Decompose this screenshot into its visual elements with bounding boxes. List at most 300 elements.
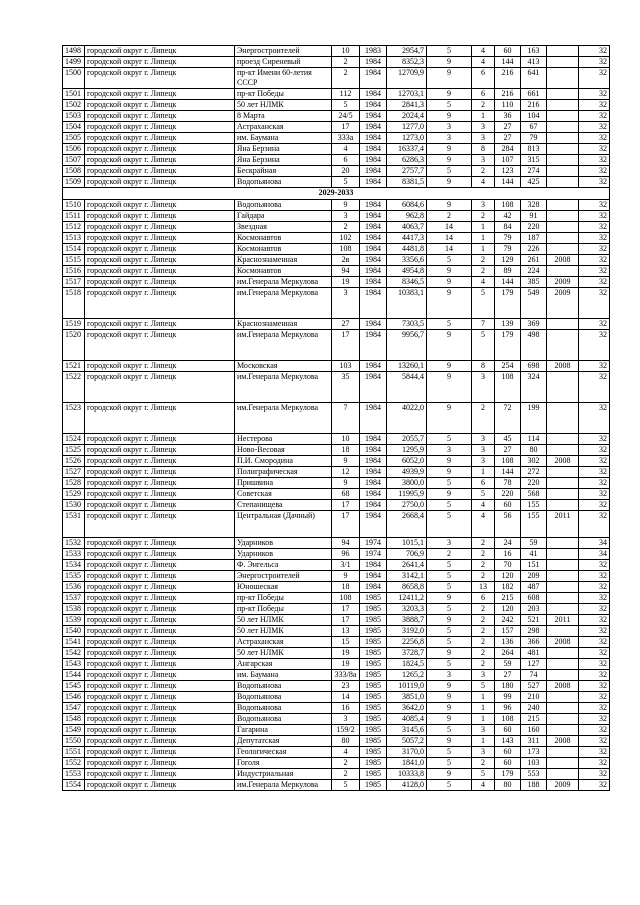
entrances-cell: 2 <box>472 255 495 266</box>
apartments-cell: 264 <box>495 648 521 659</box>
residents-cell: 261 <box>521 255 547 266</box>
apartments-cell: 216 <box>495 89 521 100</box>
service-life-cell: 32 <box>579 769 610 780</box>
row-number-cell: 1510 <box>63 200 85 211</box>
area-cell: 10119,0 <box>387 681 427 692</box>
area-cell: 1824,5 <box>387 659 427 670</box>
repair-year-cell <box>547 434 579 445</box>
table-row <box>63 703 610 714</box>
table-row <box>63 467 610 478</box>
residents-cell: 151 <box>521 560 547 571</box>
year-built-cell: 1984 <box>360 288 387 319</box>
repair-year-cell <box>547 319 579 330</box>
service-life-cell: 32 <box>579 222 610 233</box>
table-row <box>63 155 610 166</box>
street-cell: им. Баумана <box>235 133 332 144</box>
apartments-cell: 16 <box>495 549 521 560</box>
floors-cell: 5 <box>427 571 472 582</box>
floors-cell: 9 <box>427 489 472 500</box>
row-number-cell: 1551 <box>63 747 85 758</box>
entrances-cell: 2 <box>472 266 495 277</box>
apartments-cell: 89 <box>495 266 521 277</box>
year-built-cell: 1984 <box>360 133 387 144</box>
street-cell: Яна Берзина <box>235 144 332 155</box>
residents-cell: 91 <box>521 211 547 222</box>
municipality-cell: городской округ г. Липецк <box>85 211 235 222</box>
entrances-cell: 3 <box>472 133 495 144</box>
repair-year-cell <box>547 571 579 582</box>
service-life-cell: 34 <box>579 549 610 560</box>
apartments-cell: 242 <box>495 615 521 626</box>
table-row <box>63 144 610 155</box>
street-cell: Водопьянова <box>235 692 332 703</box>
residents-cell: 226 <box>521 244 547 255</box>
repair-year-cell: 2009 <box>547 277 579 288</box>
table-row <box>63 46 610 57</box>
house-number-cell: 35 <box>332 372 360 403</box>
row-number-cell: 1550 <box>63 736 85 747</box>
street-cell: Нестерова <box>235 434 332 445</box>
repair-year-cell <box>547 111 579 122</box>
row-number-cell: 1549 <box>63 725 85 736</box>
municipality-cell: городской округ г. Липецк <box>85 549 235 560</box>
residents-cell: 216 <box>521 100 547 111</box>
street-cell: Астраханская <box>235 122 332 133</box>
service-life-cell: 32 <box>579 434 610 445</box>
table-row <box>63 747 610 758</box>
area-cell: 2841,3 <box>387 100 427 111</box>
entrances-cell: 2 <box>472 648 495 659</box>
repair-year-cell <box>547 177 579 188</box>
residents-cell: 163 <box>521 46 547 57</box>
apartments-cell: 45 <box>495 434 521 445</box>
year-built-cell: 1984 <box>360 211 387 222</box>
floors-cell: 2 <box>427 211 472 222</box>
service-life-cell: 32 <box>579 445 610 456</box>
apartments-cell: 59 <box>495 659 521 670</box>
municipality-cell: городской округ г. Липецк <box>85 538 235 549</box>
entrances-cell: 7 <box>472 319 495 330</box>
floors-cell: 9 <box>427 111 472 122</box>
house-number-cell: 96 <box>332 549 360 560</box>
table-row <box>63 319 610 330</box>
table-row <box>63 615 610 626</box>
service-life-cell: 32 <box>579 144 610 155</box>
floors-cell: 9 <box>427 68 472 89</box>
house-number-cell: 6 <box>332 155 360 166</box>
street-cell: Гоголя <box>235 758 332 769</box>
row-number-cell: 1548 <box>63 714 85 725</box>
service-life-cell: 32 <box>579 100 610 111</box>
year-built-cell: 1983 <box>360 46 387 57</box>
area-cell: 16337,4 <box>387 144 427 155</box>
service-life-cell: 32 <box>579 780 610 791</box>
row-number-cell: 1517 <box>63 277 85 288</box>
year-built-cell: 1985 <box>360 692 387 703</box>
table-row <box>63 277 610 288</box>
floors-cell: 5 <box>427 725 472 736</box>
apartments-cell: 144 <box>495 177 521 188</box>
house-number-cell: 5 <box>332 780 360 791</box>
row-number-cell: 1541 <box>63 637 85 648</box>
table-row <box>63 725 610 736</box>
entrances-cell: 5 <box>472 681 495 692</box>
municipality-cell: городской округ г. Липецк <box>85 222 235 233</box>
row-number-cell: 1522 <box>63 372 85 403</box>
repair-year-cell <box>547 244 579 255</box>
table-row <box>63 330 610 361</box>
year-built-cell: 1985 <box>360 780 387 791</box>
street-cell: Пришвина <box>235 478 332 489</box>
municipality-cell: городской округ г. Липецк <box>85 403 235 434</box>
repair-year-cell <box>547 725 579 736</box>
apartments-cell: 108 <box>495 372 521 403</box>
street-cell: Гагарина <box>235 725 332 736</box>
floors-cell: 3 <box>427 122 472 133</box>
housing-table <box>62 45 610 791</box>
house-number-cell: 20 <box>332 166 360 177</box>
area-cell: 2256,8 <box>387 637 427 648</box>
street-cell: Космонавтов <box>235 233 332 244</box>
area-cell: 10383,1 <box>387 288 427 319</box>
street-cell: Краснознаменная <box>235 255 332 266</box>
table-row <box>63 626 610 637</box>
entrances-cell: 2 <box>472 560 495 571</box>
floors-cell: 9 <box>427 177 472 188</box>
house-number-cell: 17 <box>332 330 360 361</box>
entrances-cell: 8 <box>472 361 495 372</box>
service-life-cell: 32 <box>579 233 610 244</box>
entrances-cell: 2 <box>472 571 495 582</box>
house-number-cell: 159/2 <box>332 725 360 736</box>
area-cell: 4022,0 <box>387 403 427 434</box>
row-number-cell: 1537 <box>63 593 85 604</box>
floors-cell: 9 <box>427 456 472 467</box>
apartments-cell: 72 <box>495 403 521 434</box>
apartments-cell: 42 <box>495 211 521 222</box>
street-cell: Ударников <box>235 549 332 560</box>
municipality-cell: городской округ г. Липецк <box>85 478 235 489</box>
year-built-cell: 1984 <box>360 222 387 233</box>
year-built-cell: 1984 <box>360 144 387 155</box>
residents-cell: 366 <box>521 637 547 648</box>
residents-cell: 104 <box>521 111 547 122</box>
municipality-cell: городской округ г. Липецк <box>85 57 235 68</box>
area-cell: 3888,7 <box>387 615 427 626</box>
house-number-cell: 4 <box>332 144 360 155</box>
area-cell: 4954,8 <box>387 266 427 277</box>
year-built-cell: 1984 <box>360 571 387 582</box>
apartments-cell: 36 <box>495 111 521 122</box>
street-cell: 50 лет НЛМК <box>235 100 332 111</box>
entrances-cell: 4 <box>472 177 495 188</box>
year-built-cell: 1984 <box>360 244 387 255</box>
municipality-cell: городской округ г. Липецк <box>85 456 235 467</box>
residents-cell: 224 <box>521 266 547 277</box>
repair-year-cell: 2008 <box>547 681 579 692</box>
service-life-cell: 32 <box>579 288 610 319</box>
street-cell: им.Генерала Меркулова <box>235 780 332 791</box>
residents-cell: 272 <box>521 467 547 478</box>
table-row <box>63 538 610 549</box>
table-row <box>63 571 610 582</box>
repair-year-cell <box>547 372 579 403</box>
repair-year-cell <box>547 582 579 593</box>
repair-year-cell: 2008 <box>547 637 579 648</box>
residents-cell: 425 <box>521 177 547 188</box>
repair-year-cell <box>547 648 579 659</box>
area-cell: 3800,0 <box>387 478 427 489</box>
house-number-cell: 3 <box>332 714 360 725</box>
area-cell: 7303,5 <box>387 319 427 330</box>
residents-cell: 80 <box>521 445 547 456</box>
house-number-cell: 2 <box>332 769 360 780</box>
row-number-cell: 1520 <box>63 330 85 361</box>
repair-year-cell: 2009 <box>547 288 579 319</box>
year-built-cell: 1984 <box>360 403 387 434</box>
entrances-cell: 3 <box>472 434 495 445</box>
municipality-cell: городской округ г. Липецк <box>85 747 235 758</box>
municipality-cell: городской округ г. Липецк <box>85 133 235 144</box>
row-number-cell: 1542 <box>63 648 85 659</box>
residents-cell: 328 <box>521 200 547 211</box>
row-number-cell: 1521 <box>63 361 85 372</box>
row-number-cell: 1530 <box>63 500 85 511</box>
entrances-cell: 2 <box>472 758 495 769</box>
row-number-cell: 1553 <box>63 769 85 780</box>
street-cell: Юношеская <box>235 582 332 593</box>
house-number-cell: 17 <box>332 511 360 538</box>
municipality-cell: городской округ г. Липецк <box>85 68 235 89</box>
street-cell: 50 лет НЛМК <box>235 648 332 659</box>
floors-cell: 5 <box>427 319 472 330</box>
house-number-cell: 12 <box>332 467 360 478</box>
year-built-cell: 1984 <box>360 434 387 445</box>
municipality-cell: городской округ г. Липецк <box>85 122 235 133</box>
municipality-cell: городской округ г. Липецк <box>85 626 235 637</box>
house-number-cell: 15 <box>332 637 360 648</box>
municipality-cell: городской округ г. Липецк <box>85 758 235 769</box>
residents-cell: 41 <box>521 549 547 560</box>
service-life-cell: 32 <box>579 604 610 615</box>
year-built-cell: 1984 <box>360 478 387 489</box>
service-life-cell: 32 <box>579 736 610 747</box>
street-cell: проезд Сиреневый <box>235 57 332 68</box>
repair-year-cell <box>547 211 579 222</box>
residents-cell: 311 <box>521 736 547 747</box>
repair-year-cell <box>547 747 579 758</box>
year-built-cell: 1984 <box>360 582 387 593</box>
area-cell: 1277,0 <box>387 122 427 133</box>
municipality-cell: городской округ г. Липецк <box>85 166 235 177</box>
row-number-cell: 1516 <box>63 266 85 277</box>
service-life-cell: 32 <box>579 330 610 361</box>
street-cell: Энергостроителей <box>235 571 332 582</box>
municipality-cell: городской округ г. Липецк <box>85 659 235 670</box>
apartments-cell: 129 <box>495 255 521 266</box>
apartments-cell: 60 <box>495 500 521 511</box>
floors-cell: 9 <box>427 155 472 166</box>
residents-cell: 608 <box>521 593 547 604</box>
area-cell: 3192,0 <box>387 626 427 637</box>
year-built-cell: 1974 <box>360 538 387 549</box>
street-cell: Водопьянова <box>235 177 332 188</box>
street-cell: Водопьянова <box>235 714 332 725</box>
service-life-cell: 32 <box>579 615 610 626</box>
area-cell: 2954,7 <box>387 46 427 57</box>
repair-year-cell: 2008 <box>547 255 579 266</box>
municipality-cell: городской округ г. Липецк <box>85 467 235 478</box>
service-life-cell: 34 <box>579 538 610 549</box>
municipality-cell: городской округ г. Липецк <box>85 560 235 571</box>
area-cell: 3142,1 <box>387 571 427 582</box>
table-row <box>63 758 610 769</box>
area-cell: 11995,9 <box>387 489 427 500</box>
municipality-cell: городской округ г. Липецк <box>85 736 235 747</box>
year-built-cell: 1985 <box>360 604 387 615</box>
year-built-cell: 1984 <box>360 277 387 288</box>
repair-year-cell <box>547 489 579 500</box>
house-number-cell: 17 <box>332 122 360 133</box>
street-cell: Индустриальная <box>235 769 332 780</box>
row-number-cell: 1519 <box>63 319 85 330</box>
table-row <box>63 637 610 648</box>
residents-cell: 155 <box>521 500 547 511</box>
floors-cell: 5 <box>427 637 472 648</box>
municipality-cell: городской округ г. Липецк <box>85 511 235 538</box>
municipality-cell: городской округ г. Липецк <box>85 692 235 703</box>
house-number-cell: 3 <box>332 211 360 222</box>
entrances-cell: 1 <box>472 111 495 122</box>
table-row <box>63 670 610 681</box>
service-life-cell: 32 <box>579 637 610 648</box>
year-built-cell: 1984 <box>360 372 387 403</box>
row-number-cell: 1527 <box>63 467 85 478</box>
row-number-cell: 1515 <box>63 255 85 266</box>
floors-cell: 9 <box>427 266 472 277</box>
floors-cell: 9 <box>427 89 472 100</box>
house-number-cell: 19 <box>332 277 360 288</box>
residents-cell: 298 <box>521 626 547 637</box>
service-life-cell: 32 <box>579 478 610 489</box>
row-number-cell: 1499 <box>63 57 85 68</box>
year-built-cell: 1984 <box>360 100 387 111</box>
row-number-cell: 1508 <box>63 166 85 177</box>
street-cell: 50 лет НЛМК <box>235 615 332 626</box>
residents-cell: 481 <box>521 648 547 659</box>
service-life-cell: 32 <box>579 648 610 659</box>
year-built-cell: 1984 <box>360 166 387 177</box>
repair-year-cell <box>547 155 579 166</box>
floors-cell: 5 <box>427 780 472 791</box>
year-built-cell: 1984 <box>360 155 387 166</box>
floors-cell: 9 <box>427 361 472 372</box>
entrances-cell: 4 <box>472 500 495 511</box>
area-cell: 1295,9 <box>387 445 427 456</box>
table-row <box>63 177 610 188</box>
area-cell: 8352,3 <box>387 57 427 68</box>
table-row <box>63 489 610 500</box>
house-number-cell: 17 <box>332 500 360 511</box>
apartments-cell: 179 <box>495 288 521 319</box>
section-period-label: 2029-2033 <box>63 188 610 200</box>
house-number-cell: 2 <box>332 68 360 89</box>
service-life-cell: 32 <box>579 681 610 692</box>
table-body <box>63 46 610 791</box>
entrances-cell: 1 <box>472 467 495 478</box>
year-built-cell: 1984 <box>360 511 387 538</box>
apartments-cell: 60 <box>495 747 521 758</box>
table-row <box>63 434 610 445</box>
floors-cell: 3 <box>427 133 472 144</box>
residents-cell: 155 <box>521 511 547 538</box>
table-row <box>63 372 610 403</box>
floors-cell: 5 <box>427 560 472 571</box>
apartments-cell: 84 <box>495 222 521 233</box>
row-number-cell: 1528 <box>63 478 85 489</box>
repair-year-cell <box>547 560 579 571</box>
floors-cell: 9 <box>427 144 472 155</box>
house-number-cell: 333а <box>332 133 360 144</box>
repair-year-cell <box>547 222 579 233</box>
table-row <box>63 648 610 659</box>
residents-cell: 813 <box>521 144 547 155</box>
service-life-cell: 32 <box>579 133 610 144</box>
repair-year-cell <box>547 445 579 456</box>
street-cell: им. Баумана <box>235 670 332 681</box>
table-row <box>63 133 610 144</box>
row-number-cell: 1511 <box>63 211 85 222</box>
entrances-cell: 8 <box>472 144 495 155</box>
row-number-cell: 1546 <box>63 692 85 703</box>
floors-cell: 9 <box>427 593 472 604</box>
municipality-cell: городской округ г. Липецк <box>85 100 235 111</box>
apartments-cell: 27 <box>495 133 521 144</box>
municipality-cell: городской округ г. Липецк <box>85 233 235 244</box>
repair-year-cell <box>547 626 579 637</box>
area-cell: 5057,2 <box>387 736 427 747</box>
apartments-cell: 60 <box>495 46 521 57</box>
municipality-cell: городской округ г. Липецк <box>85 489 235 500</box>
repair-year-cell: 2008 <box>547 361 579 372</box>
street-cell: Московская <box>235 361 332 372</box>
table-row <box>63 266 610 277</box>
apartments-cell: 27 <box>495 670 521 681</box>
year-built-cell: 1985 <box>360 615 387 626</box>
row-number-cell: 1554 <box>63 780 85 791</box>
area-cell: 4939,9 <box>387 467 427 478</box>
service-life-cell: 32 <box>579 626 610 637</box>
year-built-cell: 1984 <box>360 266 387 277</box>
service-life-cell: 32 <box>579 582 610 593</box>
house-number-cell: 108 <box>332 593 360 604</box>
table-row <box>63 122 610 133</box>
residents-cell: 74 <box>521 670 547 681</box>
area-cell: 6286,3 <box>387 155 427 166</box>
entrances-cell: 2 <box>472 166 495 177</box>
floors-cell: 9 <box>427 703 472 714</box>
floors-cell: 9 <box>427 277 472 288</box>
area-cell: 8658,8 <box>387 582 427 593</box>
floors-cell: 9 <box>427 57 472 68</box>
street-cell: пр-кт Победы <box>235 593 332 604</box>
residents-cell: 521 <box>521 615 547 626</box>
apartments-cell: 216 <box>495 68 521 89</box>
apartments-cell: 96 <box>495 703 521 714</box>
table-row <box>63 166 610 177</box>
residents-cell: 487 <box>521 582 547 593</box>
year-built-cell: 1985 <box>360 703 387 714</box>
